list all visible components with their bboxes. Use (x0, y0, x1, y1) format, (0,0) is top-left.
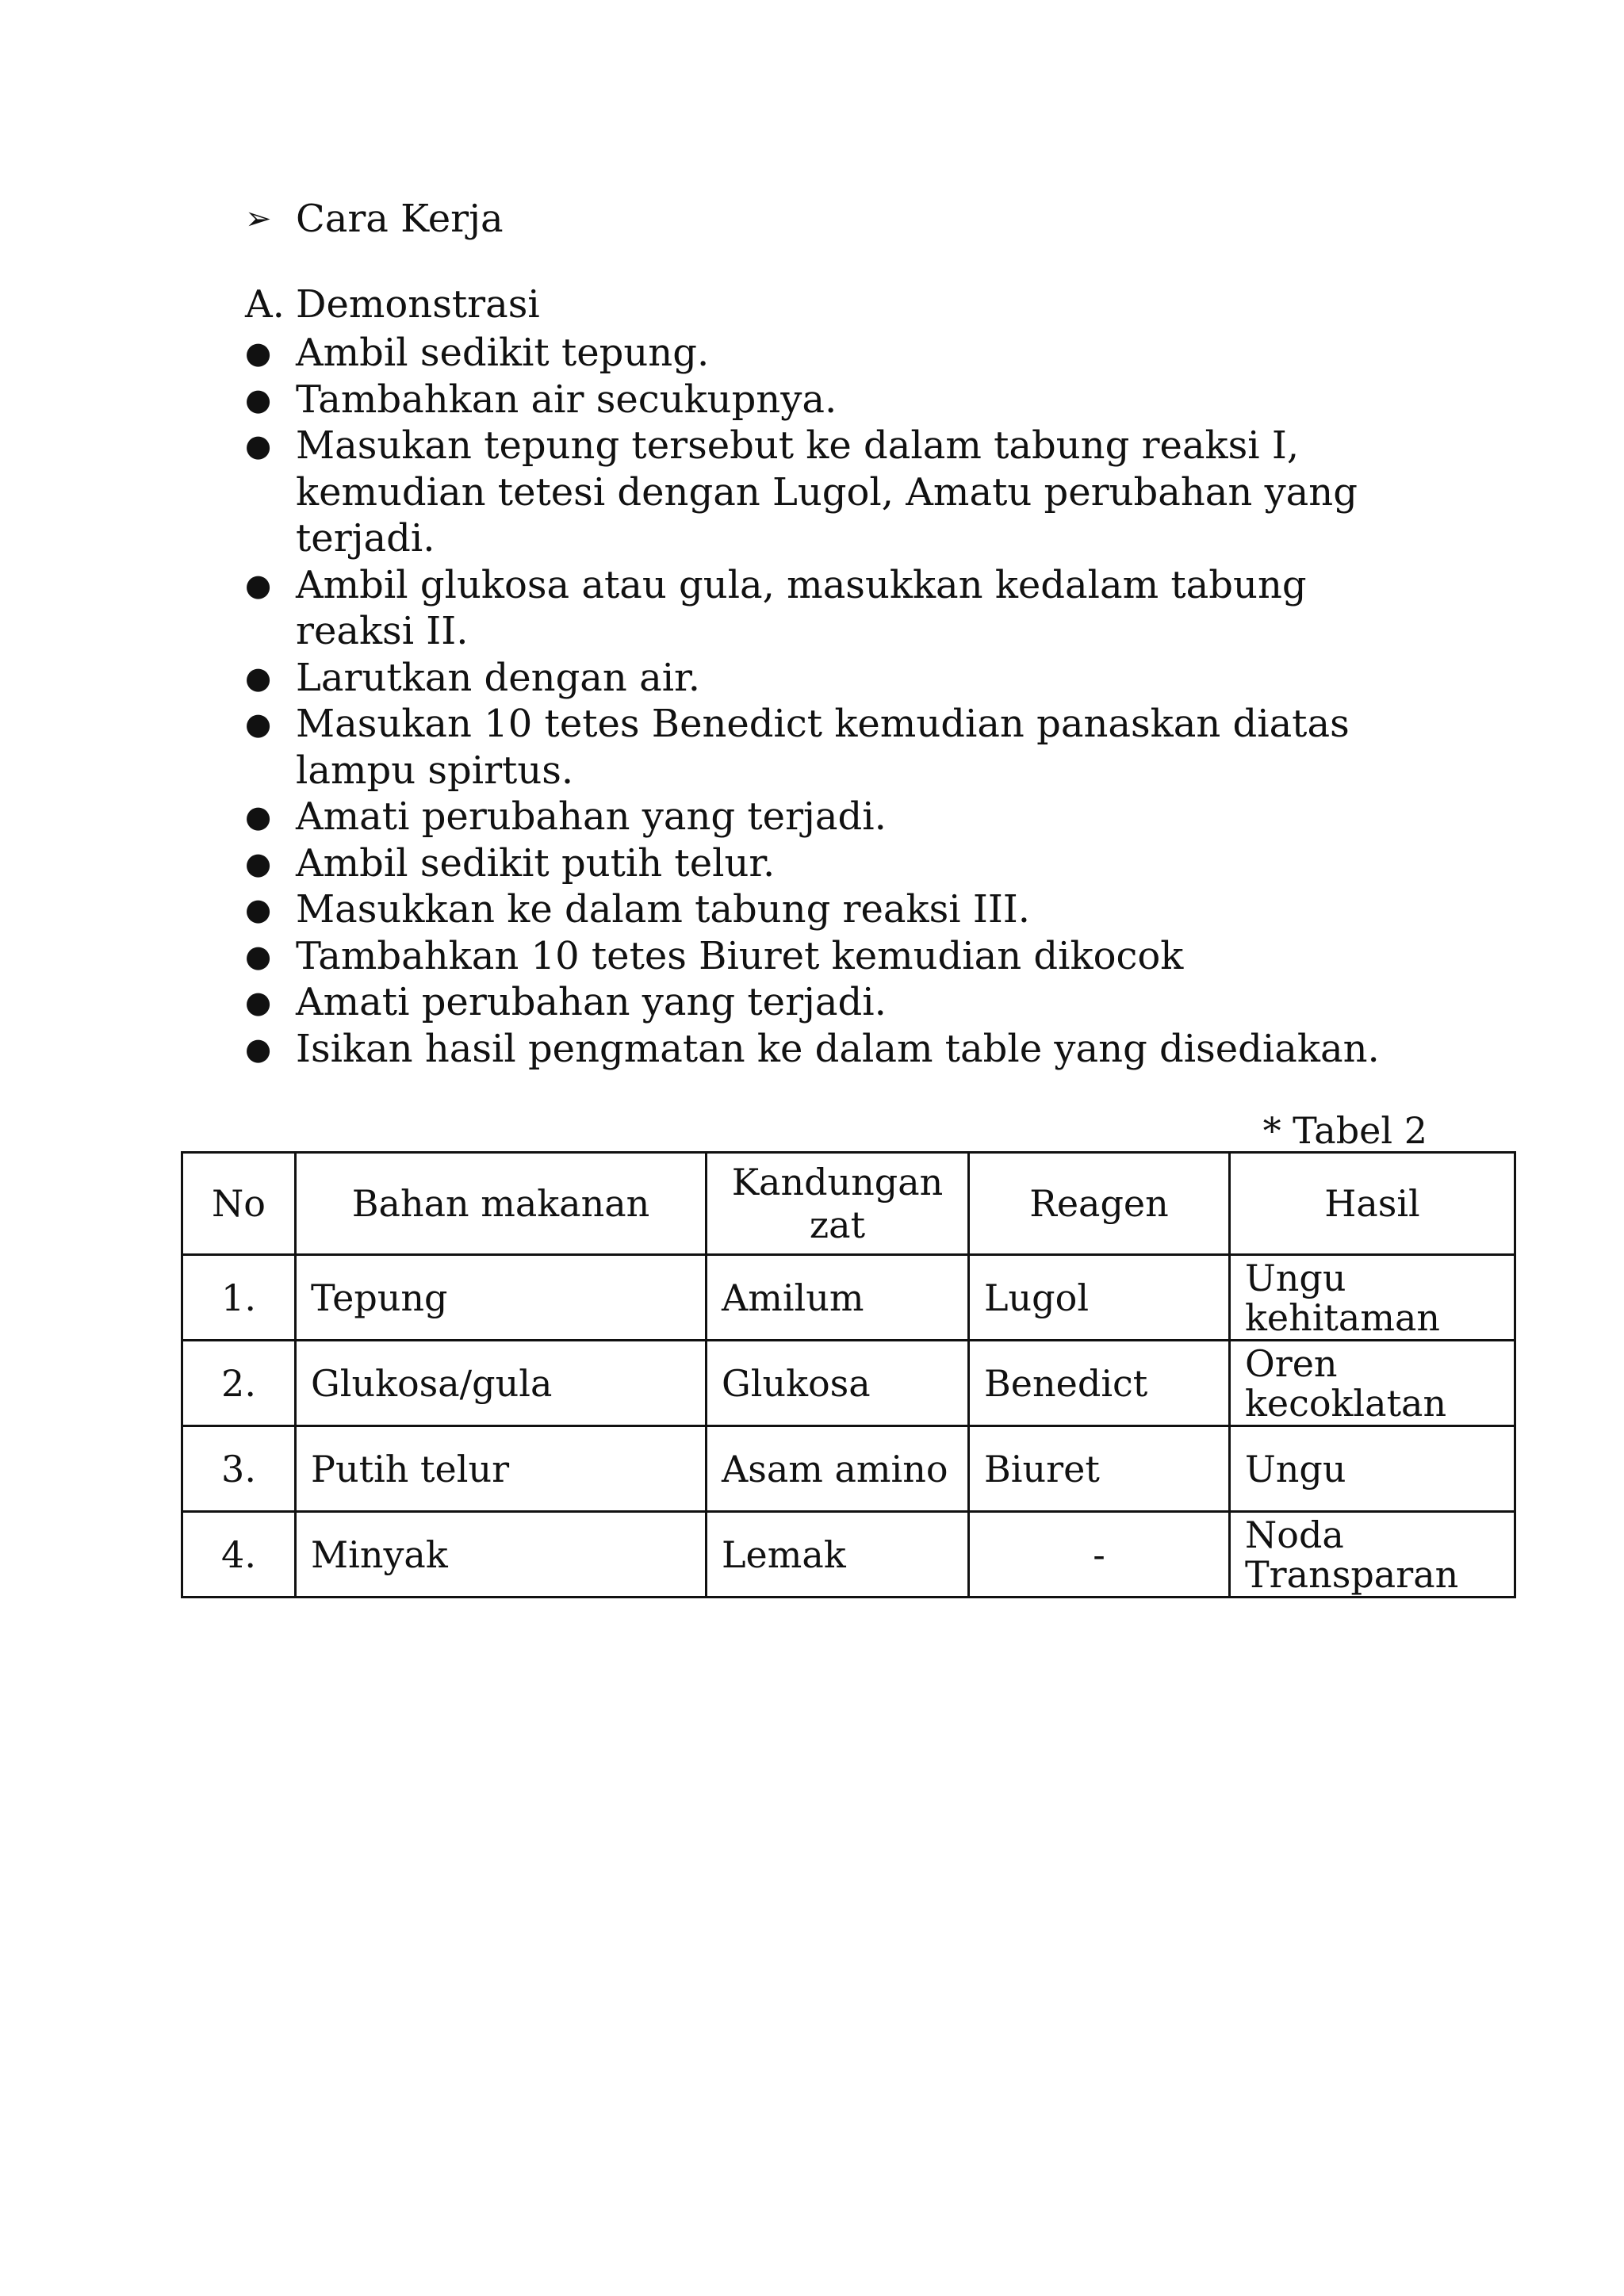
list-item (245, 701, 1387, 794)
step-text: Ambil glukosa atau gula, masukkan kedalam tabung reaksi II. (296, 562, 1307, 653)
cell-bahan-makanan: Putih telur (296, 1426, 707, 1512)
list-item (245, 1026, 1387, 1073)
results-table (181, 1151, 1516, 1598)
section-title-label: Demonstrasi (296, 282, 540, 327)
header-hasil: Hasil (1230, 1153, 1515, 1255)
bullet-icon: ● (245, 428, 272, 463)
section-letter: A. (245, 282, 285, 327)
cell-no: 3. (182, 1426, 296, 1512)
cell-no: 1. (182, 1255, 296, 1341)
cell-kandungan-zat: Lemak (707, 1512, 969, 1598)
list-item (245, 794, 1387, 840)
bullet-icon: ● (245, 845, 272, 881)
step-text: Tambahkan 10 tetes Biuret kemudian dikocok (296, 933, 1184, 978)
step-text: Ambil sedikit putih telur. (296, 840, 776, 886)
bullet-icon: ● (245, 567, 272, 603)
bullet-icon: ● (245, 381, 272, 417)
list-item (245, 423, 1387, 562)
bullet-icon: ● (245, 335, 272, 370)
cell-hasil: Ungu kehitaman (1230, 1255, 1515, 1341)
bullet-icon: ● (245, 985, 272, 1020)
cell-reagen: Benedict (969, 1341, 1230, 1426)
cell-no: 4. (182, 1512, 296, 1598)
step-text: Tambahkan air secukupnya. (296, 377, 837, 422)
table-row (182, 1512, 1515, 1598)
cell-kandungan-zat: Glukosa (707, 1341, 969, 1426)
cell-bahan-makanan: Glukosa/gula (296, 1341, 707, 1426)
cell-bahan-makanan: Minyak (296, 1512, 707, 1598)
step-text: Masukan 10 tetes Benedict kemudian panaskan diatas lampu spirtus. (296, 702, 1350, 793)
table-caption: * Tabel 2 (1262, 1109, 1427, 1152)
cell-hasil: Oren kecoklatan (1230, 1341, 1515, 1426)
header-reagen: Reagen (969, 1153, 1230, 1255)
bullet-icon: ● (245, 892, 272, 927)
cell-hasil: Ungu (1230, 1426, 1515, 1512)
step-text: Isikan hasil pengmatan ke dalam table yang disediakan. (296, 1026, 1380, 1071)
step-text: Larutkan dengan air. (296, 655, 700, 700)
cell-reagen: Biuret (969, 1426, 1230, 1512)
step-text: Ambil sedikit tepung. (296, 331, 710, 375)
header-bahan-makanan: Bahan makanan (296, 1153, 707, 1255)
cell-kandungan-zat: Amilum (707, 1255, 969, 1341)
list-item (245, 655, 1387, 702)
cell-reagen: Lugol (969, 1255, 1230, 1341)
cell-hasil: Noda Transparan (1230, 1512, 1515, 1598)
cell-no: 2. (182, 1341, 296, 1426)
table-row (182, 1426, 1515, 1512)
list-item (245, 840, 1387, 887)
table-row (182, 1341, 1515, 1426)
list-item (245, 933, 1387, 980)
procedure-steps-list (245, 330, 1387, 1072)
bullet-icon: ● (245, 938, 272, 974)
list-item (245, 979, 1387, 1026)
step-text: Masukkan ke dalam tabung reaksi III. (296, 887, 1030, 932)
list-item (245, 377, 1387, 423)
list-item (245, 330, 1387, 377)
table-header-row (182, 1153, 1515, 1255)
header-kandungan-zat: Kandungan zat (707, 1153, 969, 1255)
cell-bahan-makanan: Tepung (296, 1255, 707, 1341)
list-item (245, 562, 1387, 655)
bullet-icon: ● (245, 799, 272, 834)
section-title (245, 279, 540, 330)
procedure-heading-label: Cara Kerja (296, 197, 504, 241)
header-no: No (182, 1153, 296, 1255)
bullet-icon: ● (245, 1031, 272, 1066)
arrow-bullet-icon: ➢ (245, 201, 272, 237)
list-item (245, 886, 1387, 933)
procedure-heading (245, 193, 504, 244)
step-text: Masukan tepung tersebut ke dalam tabung reaksi I, kemudian tetesi dengan Lugol, Amatu perubahan yang terjadi. (296, 423, 1358, 561)
step-text: Amati perubahan yang terjadi. (296, 794, 887, 839)
cell-reagen: - (969, 1512, 1230, 1598)
step-text: Amati perubahan yang terjadi. (296, 980, 887, 1024)
table-row (182, 1255, 1515, 1341)
bullet-icon: ● (245, 660, 272, 695)
cell-kandungan-zat: Asam amino (707, 1426, 969, 1512)
bullet-icon: ● (245, 706, 272, 741)
